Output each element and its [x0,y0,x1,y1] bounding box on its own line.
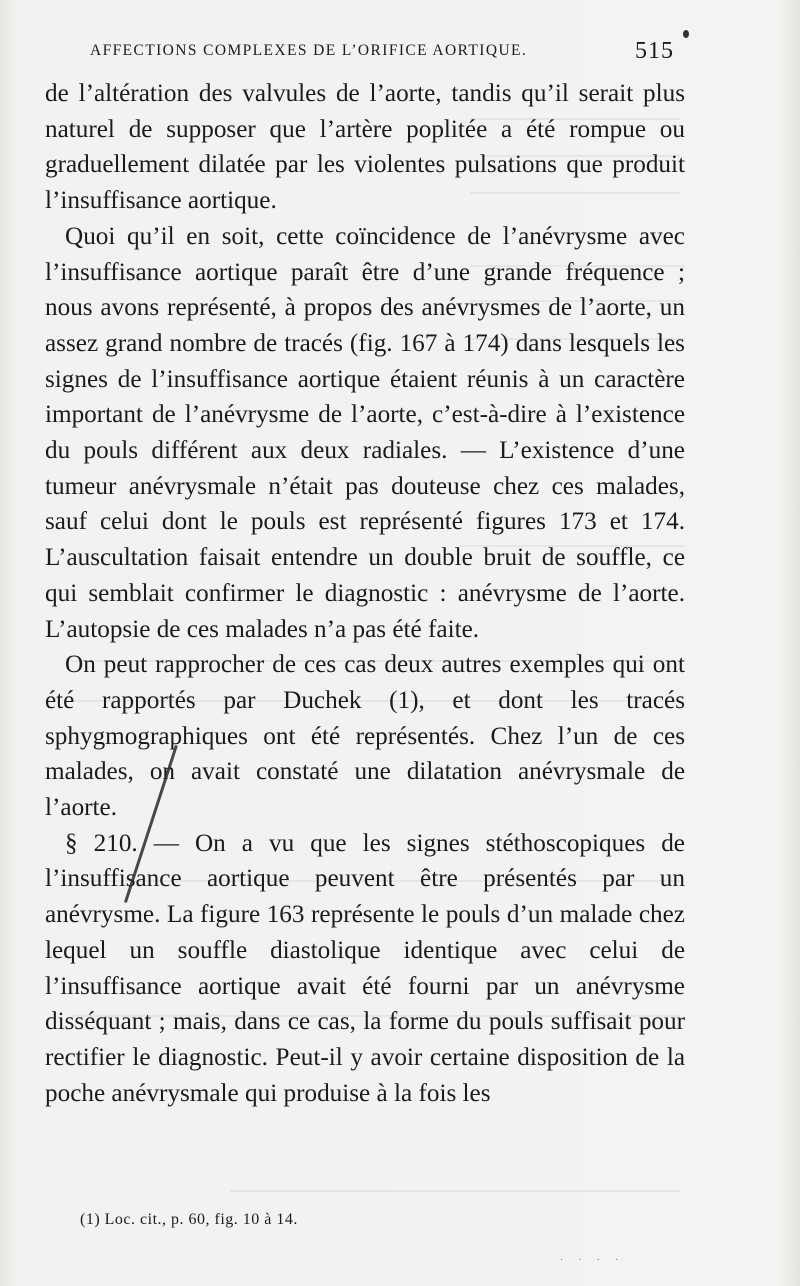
paragraph-4: § 210. — On a vu que les signes stéthoscopiques de l’insuffisance aortique peuvent être présentés par un anévrysme. La figure 163 représente le pouls d’un malade chez lequel un souffle diastolique identique avec celui de l’insuffisance aortique avait été fourni par un anévrysme disséquant ; mais, dans ce cas, la forme du pouls suffisait pour rectifier le diagnostic. Peut-il y avoir certaine disposition de la poche anévrysmale qui produise à la fois les [45,829,685,1107]
page-body [45,76,685,1111]
paragraph-1: de l’altération des valvules de l’aorte, tandis qu’il serait plus naturel de supposer que l’artère poplitée a été rompue ou graduellement dilatée par les violentes pulsations que produit l’insuffisance aortique. [45,80,685,215]
ink-spot [683,30,689,38]
page-number: 515 [635,38,674,64]
paragraph-2: Quoi qu’il en soit, cette coïncidence de l’anévrysme avec l’insuffisance aortique paraît être d’une grande fréquence ; nous avons représenté, à propos des anévrysmes de l’aorte, un assez grand nombre de tracés (fig. 167 à 174) dans lesquels les signes de l’insuffisance aortique étaient réunis à un caractère important de l’anévrysme de l’aorte, c’est-à-dire à l’existence du pouls différent aux deux radiales. — L’existence d’une tumeur anévrysmale n’était pas douteuse chez ces malades, sauf celui dont le pouls est représenté figures 173 et 174. L’auscultation faisait entendre un double bruit de souffle, ce qui semblait confirmer le diagnostic : anévrysme de l’aorte. L’autopsie de ces malades n’a pas été faite. [45,222,685,643]
paper-specks: · · · · [560,1255,625,1266]
footnote: (1) Loc. cit., p. 60, fig. 10 à 14. [80,1211,298,1228]
running-title: AFFECTIONS COMPLEXES DE L’ORIFICE AORTIQUE. [90,42,528,59]
paragraph-3: On peut rapprocher de ces cas deux autres exemples qui ont été rapportés par Duchek (1), et dont les tracés sphygmographiques ont été représentés. Chez l’un de ces malades, on avait constaté une dilatation anévrysmale de l’aorte. [45,651,685,822]
